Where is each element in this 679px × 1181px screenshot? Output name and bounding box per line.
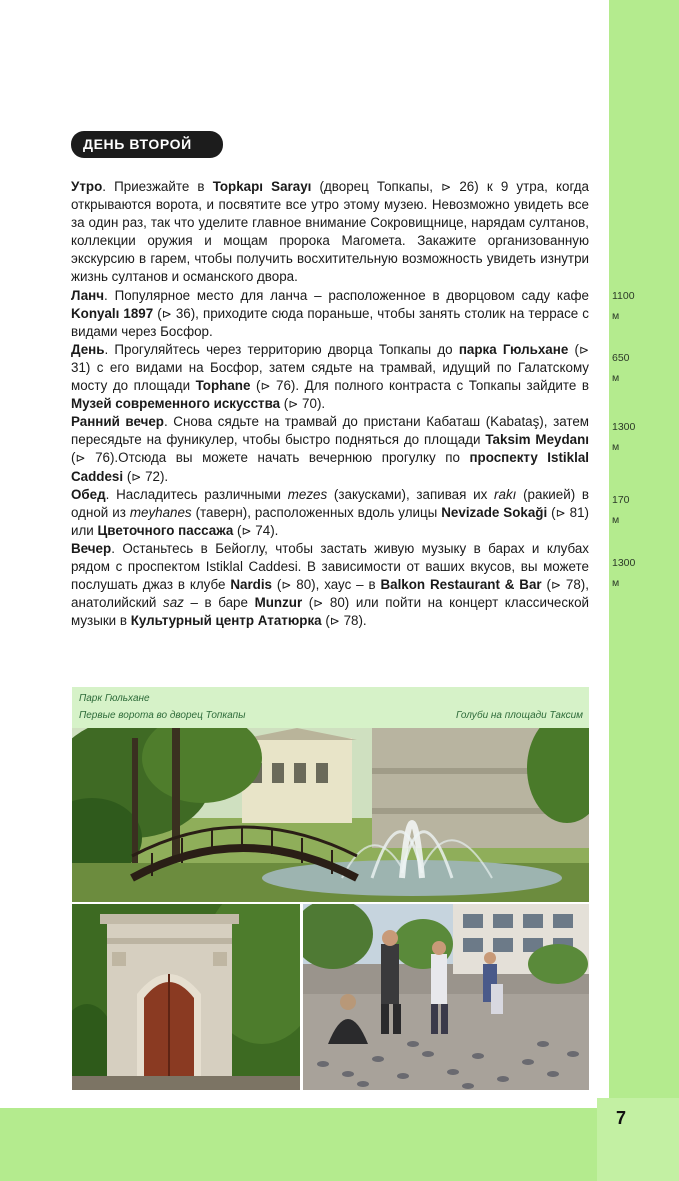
paragraph-lunch: Ланч. Популярное место для ланча – расположенное в дворцовом саду кафе Konyalı 1897 (⊳ 36), приходите сюда пораньше, чтобы занять столик на террасе с видами через Босфор. — [71, 287, 589, 339]
page-number: 7 — [615, 1108, 626, 1128]
ref-arrow-icon: ⊳ — [313, 596, 324, 611]
ref-arrow-icon: ⊳ — [241, 523, 252, 538]
ref-arrow-icon: ⊳ — [288, 397, 299, 412]
ref-arrow-icon: ⊳ — [329, 614, 340, 629]
caption-taksim-pigeons: Голуби на площади Таксим — [455, 710, 583, 721]
photo-taksim-pigeons — [303, 904, 589, 1090]
itinerary-text — [71, 178, 589, 630]
paragraph-dinner: Обед. Насладитесь различными mezes (закусками), запивая их rakı (ракией) в одной из meyhanes (таверн), расположенных вдоль улицы Nevizade Sokaği (⊳ 81) или Цветочного пассажа (⊳ 74). — [71, 486, 590, 538]
section-title: ДЕНЬ ВТОРОЙ — [71, 131, 223, 158]
ref-arrow-icon: ⊳ — [161, 306, 172, 321]
paragraph-evening: Вечер. Останьтесь в Бейоглу, чтобы застать живую музыку в барах и клубах рядом с проспектом Istiklal Caddesi. В зависимости от ваших вкусов, вы можете послушать джаз в клубе Nardis (⊳ 80), хаус – в Balkon Restaurant & Bar (⊳ 78), анатолийский saz – в баре Munzur (⊳ 80) или пойти на концерт классической музыки в Культурный центр Ататюрка (⊳ 78). — [71, 540, 589, 629]
ref-arrow-icon: ⊳ — [578, 342, 590, 357]
ref-arrow-icon: ⊳ — [131, 469, 142, 484]
paragraph-morning: Утро. Приезжайте в Topkapı Sarayı (дворец Топкапы, ⊳ 26) к 9 утра, когда открываются ворота, и посвятите все утро этому музею. Невозможно увидеть все за один раз, так что уделите главное внимание Сокровищнице, нарядам султанов, коллекции оружия и мощам пророка Магомета. Закажите организованную экскурсию в гарем, чтобы получить восхитительную возможность увидеть изнутри жизнь султанов и османского двора. — [71, 179, 590, 285]
distance-3: 1300 м — [612, 421, 636, 453]
ref-arrow-icon: ⊳ — [441, 180, 452, 194]
ref-arrow-icon: ⊳ — [281, 578, 292, 593]
ref-arrow-icon: ⊳ — [555, 505, 566, 520]
bottom-band — [0, 1108, 679, 1181]
distance-4: 170 м — [612, 494, 630, 526]
ref-arrow-icon: ⊳ — [260, 379, 271, 394]
caption-topkapi-gate: Первые ворота во дворец Топкапы — [79, 710, 246, 721]
ref-arrow-icon: ⊳ — [75, 451, 86, 466]
distance-5: 1300 м — [612, 557, 636, 589]
caption-gulhane-park: Парк Гюльхане — [79, 693, 150, 704]
paragraph-early-evening: Ранний вечер. Снова сядьте на трамвай до пристани Кабаташ (Kabataş), затем пересядьте на фуникулер, чтобы быстро подняться до площади Taksim Meydanı (⊳ 76).Отсюда вы можете начать вечернюю прогулку по проспекту Istiklal Caddesi (⊳ 72). — [71, 414, 589, 484]
paragraph-day: День. Прогуляйтесь через территорию дворца Топкапы до парка Гюльхане (⊳ 31) с его видами на Босфор, затем сядьте на трамвай, идущий по Галатскому мосту до площади Tophane (⊳ 76). Для полного контраста с Топкапы зайдите в Музей современного искусства (⊳ 70). — [71, 341, 590, 412]
photo-gulhane-park — [72, 728, 589, 902]
page-number-box — [597, 1098, 679, 1181]
distance-2: 650 м — [612, 352, 630, 384]
photo-topkapi-gate — [72, 904, 300, 1090]
photo-captions — [72, 687, 589, 728]
distance-1: 1100 м — [612, 290, 635, 322]
ref-arrow-icon: ⊳ — [550, 578, 562, 593]
